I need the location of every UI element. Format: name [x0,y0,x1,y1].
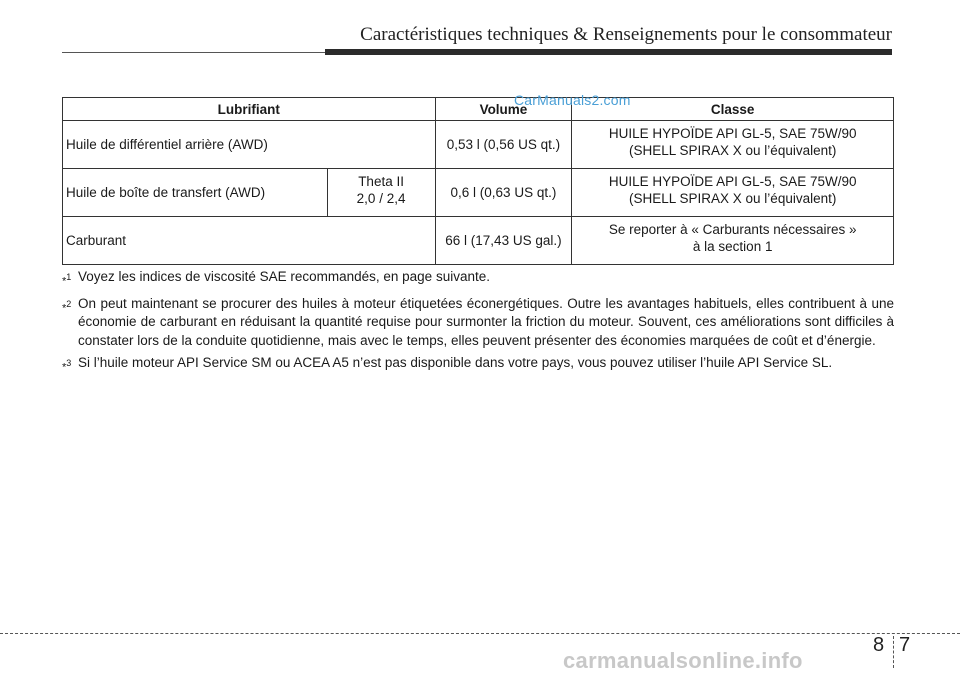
cell-volume: 66 l (17,43 US gal.) [435,217,572,265]
cell-lubricant: Carburant [63,217,436,265]
footnote-mark: *$^2$ [62,299,72,315]
cell-lubricant: Huile de différentiel arrière (AWD) [63,121,436,169]
footer-rule [0,633,960,634]
cell-class [572,121,894,169]
footnotes [62,268,894,381]
header-volume: Volume [435,98,572,121]
watermark-top: CarManuals2.com [514,92,631,108]
header-class: Classe [572,98,894,121]
header-title: Caractéristiques techniques & Renseignements pour le consommateur [360,24,892,45]
header-lubricant: Lubrifiant [63,98,436,121]
footnote-mark: *$^3$ [62,358,72,374]
footnote [62,295,894,350]
footnote-text: Voyez les indices de viscosité SAE recommandés, en page suivante. [78,269,490,284]
chapter-number: 8 [873,634,885,656]
class-line: HUILE HYPOÏDE API GL-5, SAE 75W/90 [608,126,857,141]
class-line: HUILE HYPOÏDE API GL-5, SAE 75W/90 [608,174,857,189]
cell-class [572,217,894,265]
cell-volume: 0,6 l (0,63 US qt.) [435,169,572,217]
class-line: (SHELL SPIRAX X ou l’équivalent) [629,143,837,158]
engine-line: Theta II [358,174,404,189]
table-header-row [63,98,894,121]
footnote [62,354,894,377]
footer-watermark: carmanualsonline.info [563,648,803,673]
cell-volume: 0,53 l (0,56 US qt.) [435,121,572,169]
class-line: à la section 1 [692,239,773,254]
cell-class [572,169,894,217]
class-line: Se reporter à « Carburants nécessaires » [608,222,857,237]
cell-lubricant: Huile de boîte de transfert (AWD) [63,169,328,217]
page-number: 7 [899,634,911,656]
class-line: (SHELL SPIRAX X ou l’équivalent) [629,191,837,206]
cell-engine [327,169,435,217]
footer-divider [893,636,894,668]
table-row [63,121,894,169]
engine-line: 2,0 / 2,4 [356,191,406,206]
table-row [63,217,894,265]
footnote [62,268,894,291]
lubricant-spec-table [62,97,894,265]
footnote-text: Si l’huile moteur API Service SM ou ACEA A5 n’est pas disponible dans votre pays, vous pouvez utiliser l’huile API Service SL. [78,355,833,371]
footnote-mark: *$^1$ [62,272,72,288]
table-row [63,169,894,217]
header-rule-thick [325,49,892,55]
footnote-text: On peut maintenant se procurer des huiles à moteur étiquetées éconergétiques. Outre les avantages habituels, elles contribuent à une économie de carburant en réduisant la quantité requise pour surmonter la friction du moteur. Souvent, ces améliorations sont difficiles à constater lors de la conduite quotidienne, mais avec le temps, elles peuvent présenter des économies marquées de coût et d’énergie. [78,296,894,348]
